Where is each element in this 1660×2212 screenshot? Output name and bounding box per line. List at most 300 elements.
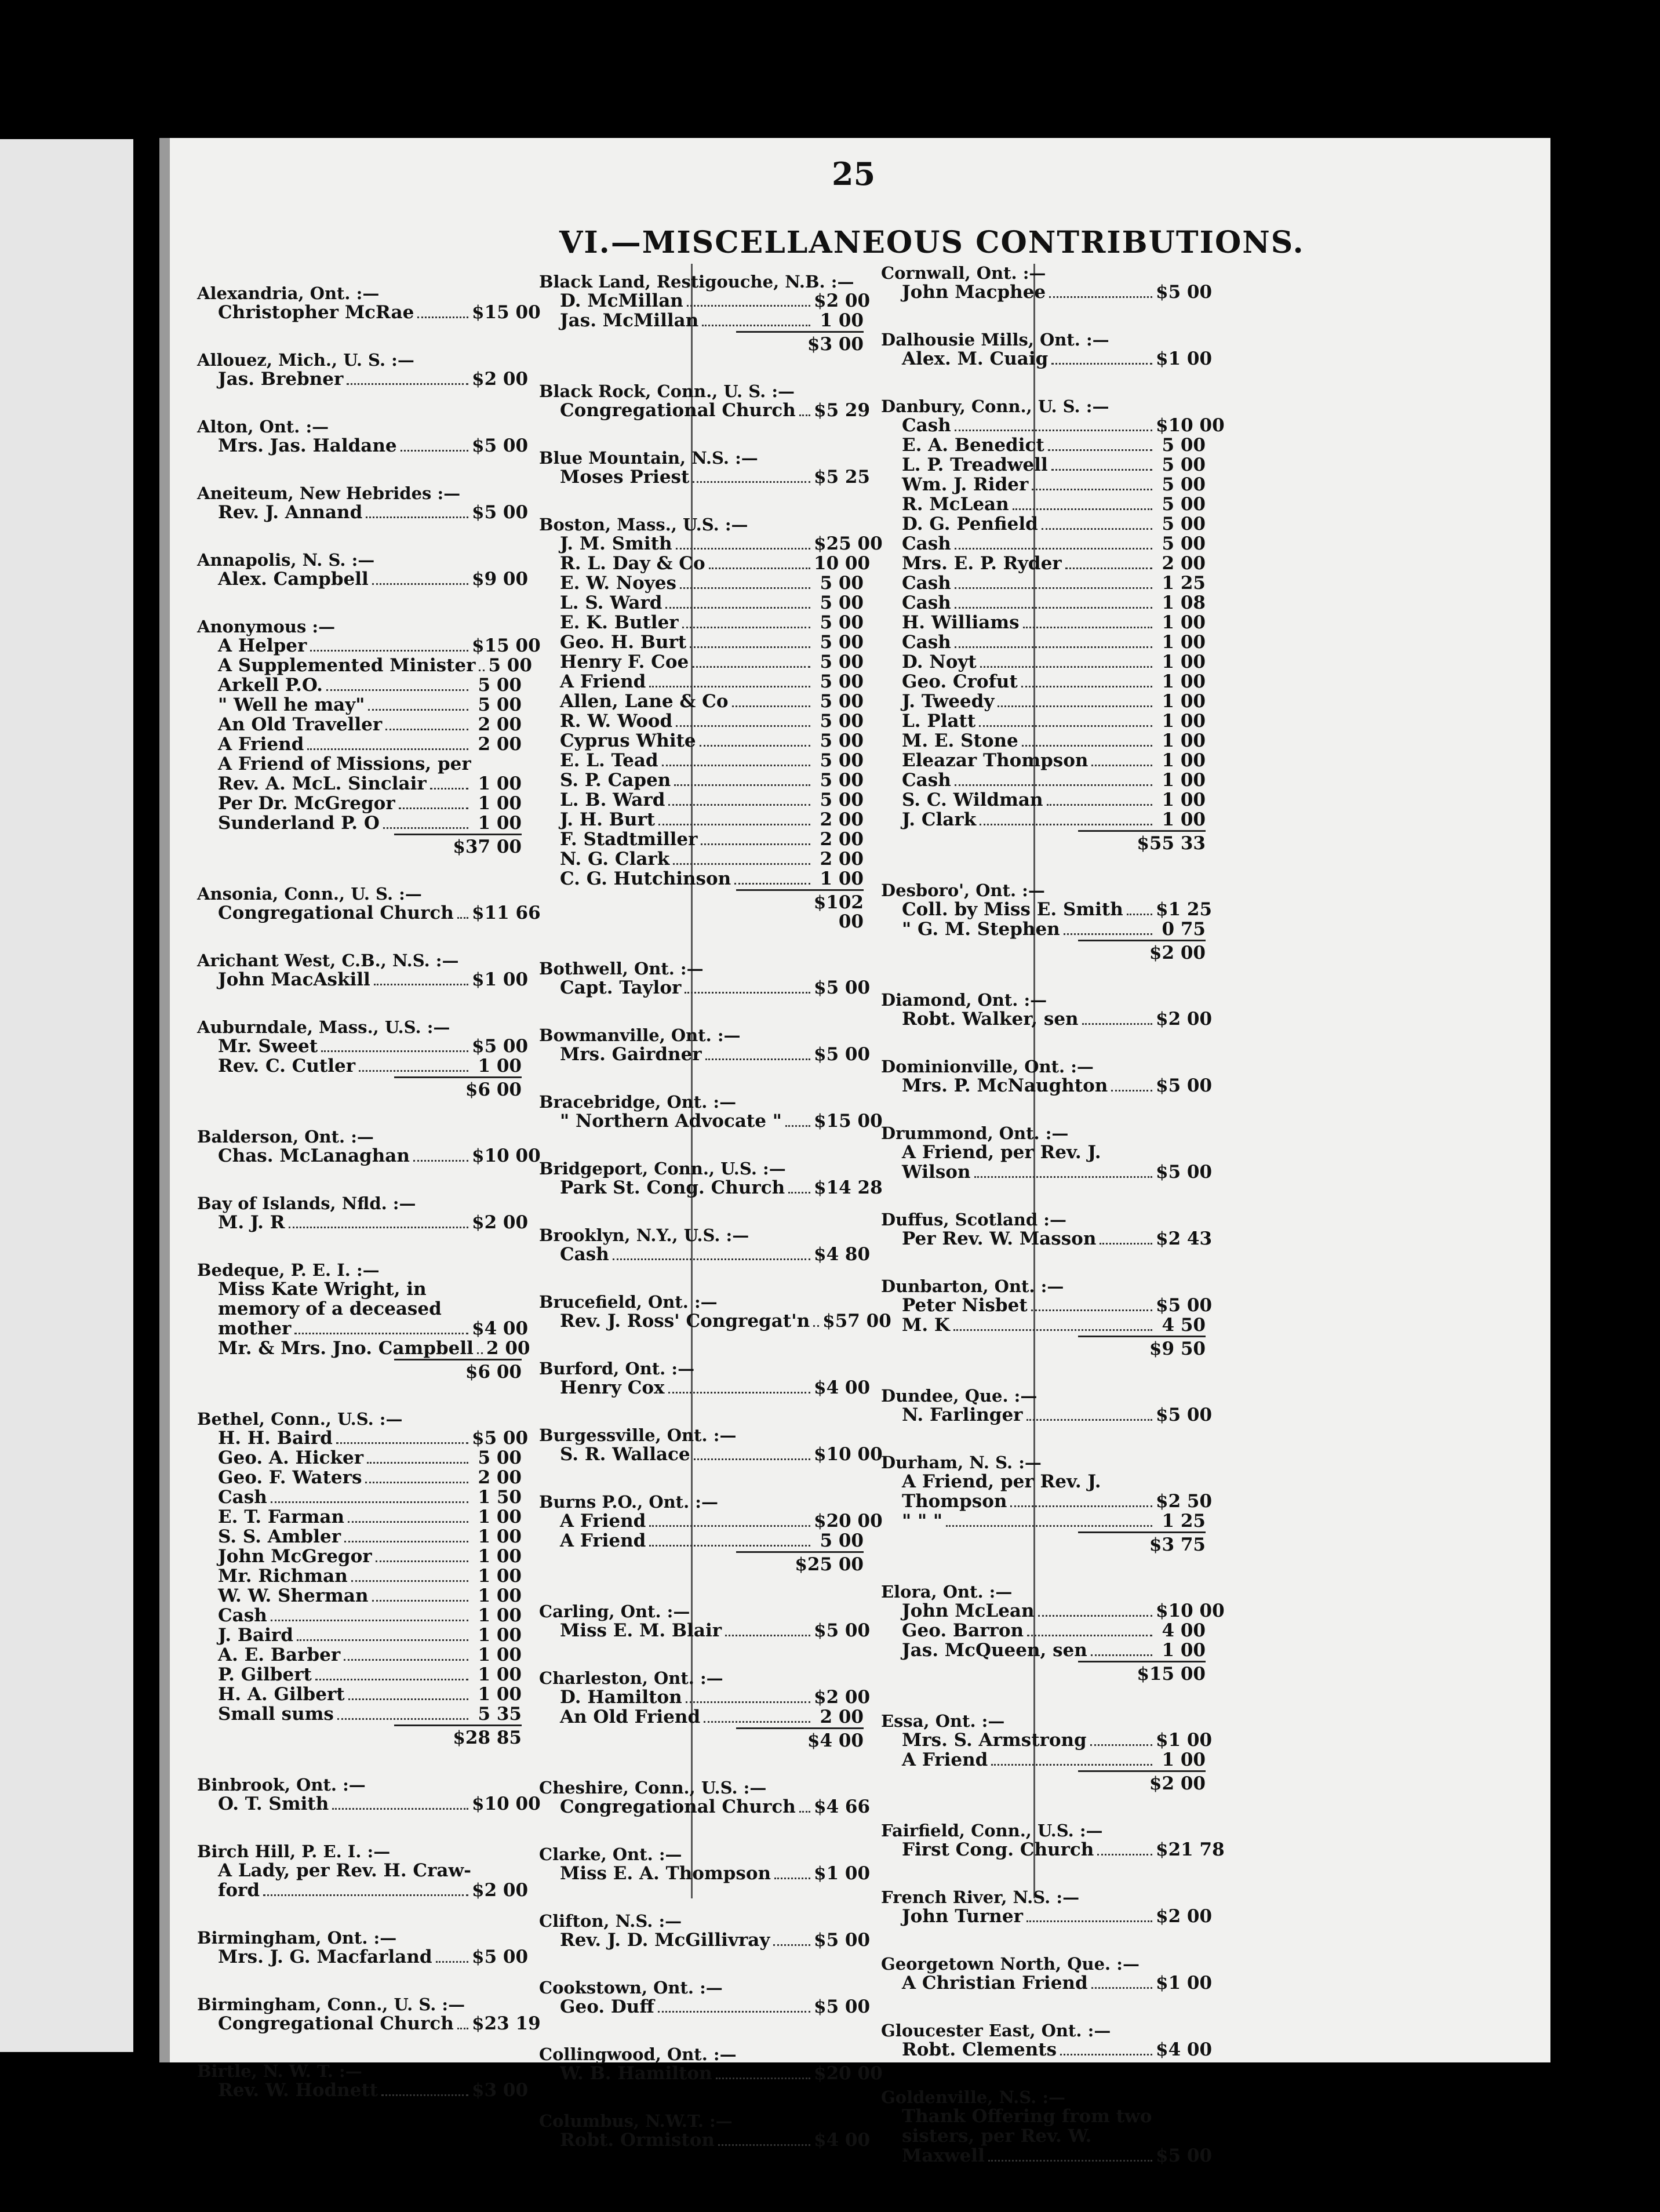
- contributor-name: R. McLean: [902, 494, 1009, 515]
- contributor-name: A Friend, per Rev. J.: [902, 1142, 1101, 1163]
- total-amount: $102 00: [813, 892, 864, 932]
- contributor-name: J. Baird: [218, 1625, 293, 1646]
- contribution-amount: 4 00: [1162, 1620, 1206, 1641]
- contributor-name: Wilson: [902, 1162, 971, 1183]
- contribution-amount: 2 00: [820, 849, 864, 869]
- contribution-amount: $1 00: [1156, 1730, 1213, 1751]
- contributor-name: M. J. R: [218, 1212, 285, 1233]
- leader-dots: [381, 2094, 468, 2096]
- contribution-amount: $2 00: [1156, 1906, 1213, 1927]
- entry-place: Cookstown, Ont. :—: [539, 1978, 723, 1998]
- contribution-entry: [881, 1954, 1213, 1993]
- leader-dots: [1100, 1243, 1152, 1245]
- entry-place: Durham, N. S. :—: [881, 1453, 1042, 1472]
- contribution-entry: [881, 263, 1213, 303]
- entry-total: [1078, 830, 1206, 853]
- contribution-amount: 5 00: [820, 691, 864, 712]
- contribution-amount: $10 00: [1156, 1600, 1225, 1621]
- contributor-name: Rev. J. Annand: [218, 502, 363, 523]
- contribution-entry: [539, 1159, 883, 1198]
- contributor-name: R. L. Day & Co: [560, 553, 705, 574]
- column-1: [197, 283, 541, 2129]
- contribution-amount: 5 00: [820, 592, 864, 613]
- leader-dots: [326, 689, 468, 691]
- contributor-name: W. W. Sherman: [218, 1585, 369, 1606]
- leader-dots: [690, 646, 810, 648]
- leader-dots: [1097, 1854, 1152, 1856]
- contribution-line: [881, 633, 1206, 653]
- contribution-line: [197, 1685, 522, 1705]
- contribution-line: [881, 2039, 1213, 2060]
- contribution-entry: [881, 1887, 1213, 1927]
- entry-place: Black Land, Restigouche, N.B. :—: [539, 272, 854, 292]
- total-amount: $2 00: [1149, 943, 1206, 963]
- contribution-amount: 1 00: [478, 1546, 522, 1567]
- entry-place: Gloucester East, Ont. :—: [881, 2021, 1111, 2040]
- contribution-entry: [539, 1978, 871, 2017]
- contribution-entry: [881, 1453, 1213, 1555]
- contribution-line: [881, 692, 1206, 712]
- leader-dots: [457, 917, 468, 919]
- contribution-amount: 5 00: [820, 612, 864, 633]
- entry-place: Birtle, N. W. T. :—: [197, 2061, 362, 2081]
- leader-dots: [991, 1764, 1152, 1766]
- contribution-amount: $5 00: [1156, 282, 1213, 303]
- contributor-name: M. E. Stone: [902, 730, 1018, 751]
- contribution-amount: $5 00: [472, 1947, 529, 1967]
- entry-place: Birmingham, Ont. :—: [197, 1928, 397, 1948]
- contributor-name: An Old Friend: [560, 1707, 701, 1727]
- contribution-line: [881, 1491, 1213, 1512]
- contributor-name: Cash: [902, 533, 951, 554]
- contributor-name: Chas. McLanaghan: [218, 1145, 410, 1166]
- contributor-name: Geo. F. Waters: [218, 1467, 362, 1488]
- leader-dots: [658, 824, 810, 825]
- contributor-name: Mrs. Gairdner: [560, 1044, 702, 1065]
- contribution-line: [881, 712, 1206, 732]
- leader-dots: [1032, 489, 1152, 490]
- contribution-entry: [197, 951, 529, 990]
- contribution-line: [539, 311, 864, 331]
- entry-place: Brooklyn, N.Y., U.S. :—: [539, 1225, 749, 1245]
- contributor-name: sisters, per Rev. W.: [902, 2126, 1092, 2146]
- contribution-amount: $5 00: [814, 1620, 871, 1641]
- contribution-amount: 4 50: [1162, 1315, 1206, 1336]
- contribution-line: [881, 495, 1206, 515]
- contribution-entry: [881, 1821, 1225, 1860]
- contributor-name: Miss E. A. Thompson: [560, 1863, 771, 1884]
- leader-dots: [1111, 1090, 1152, 1092]
- contribution-entry: [881, 2021, 1213, 2060]
- contribution-line: [881, 1751, 1206, 1770]
- leader-dots: [658, 2011, 810, 2013]
- contribution-amount: $4 80: [814, 1244, 871, 1265]
- contribution-line: [881, 436, 1206, 456]
- leader-dots: [799, 414, 810, 416]
- contribution-amount: $2 00: [472, 369, 529, 390]
- contribution-line: [881, 1143, 1206, 1163]
- leader-dots: [1042, 528, 1152, 530]
- contributor-name: Thank Offering from two: [902, 2106, 1152, 2127]
- entry-place: Dalhousie Mills, Ont. :—: [881, 330, 1109, 350]
- leader-dots: [399, 807, 468, 809]
- contributor-name: First Cong. Church: [902, 1839, 1094, 1860]
- contribution-entry: [197, 2061, 529, 2101]
- contributor-name: A Supplemented Minister: [218, 655, 476, 676]
- leader-dots: [709, 567, 810, 569]
- entry-place: Bay of Islands, Nfld. :—: [197, 1194, 416, 1213]
- contribution-amount: 10 00: [814, 553, 871, 574]
- contributor-name: A Helper: [218, 635, 307, 656]
- contribution-entry: [197, 1260, 530, 1382]
- contribution-line: [539, 1531, 864, 1551]
- contribution-amount: $23 19: [472, 2013, 541, 2034]
- contribution-amount: 1 00: [478, 1645, 522, 1665]
- contribution-line: [881, 920, 1206, 940]
- leader-dots: [376, 1560, 468, 1562]
- contribution-line: [881, 810, 1206, 830]
- contribution-amount: 2 00: [820, 1707, 864, 1727]
- contributor-name: Capt. Taylor: [560, 977, 682, 998]
- contribution-line: [881, 2107, 1206, 2127]
- leader-dots: [716, 2078, 810, 2079]
- leader-dots: [307, 748, 468, 750]
- contribution-amount: $2 43: [1156, 1228, 1213, 1249]
- contribution-line: [197, 369, 529, 390]
- contribution-amount: $15 00: [472, 302, 541, 323]
- contribution-line: [539, 553, 871, 574]
- leader-dots: [1027, 1635, 1152, 1636]
- leader-dots: [946, 1525, 1152, 1527]
- contribution-line: [881, 1906, 1213, 1927]
- contribution-amount: $11 66: [472, 903, 541, 923]
- contribution-line: [881, 771, 1206, 791]
- contributor-name: John Turner: [902, 1906, 1023, 1927]
- leader-dots: [430, 788, 468, 790]
- contribution-amount: 1 08: [1162, 592, 1206, 613]
- contribution-line: [197, 1527, 522, 1547]
- contributor-name: S. C. Wildman: [902, 790, 1043, 810]
- leader-dots: [665, 607, 810, 609]
- contributor-name: P. Gilbert: [218, 1664, 312, 1685]
- contribution-line: [539, 2063, 883, 2084]
- contribution-line: [539, 1620, 871, 1641]
- entry-place: Columbus, N.W.T. :—: [539, 2111, 733, 2131]
- contribution-entry: [197, 483, 529, 523]
- contribution-line: [539, 467, 871, 487]
- contribution-line: [881, 1512, 1206, 1531]
- leader-dots: [682, 627, 810, 628]
- contribution-line: [539, 1044, 871, 1065]
- entry-total: [736, 331, 864, 354]
- contribution-line: [197, 1488, 522, 1508]
- contribution-amount: $3 00: [472, 2080, 529, 2101]
- contribution-line: [881, 1472, 1206, 1492]
- contributor-name: L. B. Ward: [560, 790, 665, 810]
- contribution-amount: $10 00: [472, 1793, 541, 1814]
- contribution-amount: 5 00: [1162, 454, 1206, 475]
- contribution-line: [197, 569, 529, 590]
- adjacent-page-fragment: [0, 139, 133, 2052]
- contribution-amount: 1 25: [1162, 1511, 1206, 1531]
- contribution-amount: $25 00: [814, 533, 883, 554]
- contributor-name: H. Williams: [902, 612, 1020, 633]
- leader-dots: [613, 1258, 810, 1260]
- contribution-amount: $5 00: [814, 1996, 871, 2017]
- leader-dots: [955, 646, 1152, 648]
- leader-dots: [704, 1721, 810, 1723]
- contribution-line: [881, 594, 1206, 613]
- contribution-line: [197, 1449, 522, 1468]
- contribution-amount: 1 00: [478, 1605, 522, 1626]
- contributor-name: L. S. Ward: [560, 592, 662, 613]
- contributor-name: Christopher McRae: [218, 302, 414, 323]
- total-amount: $37 00: [453, 836, 522, 857]
- contribution-amount: 2 00: [820, 809, 864, 830]
- contributor-name: An Old Traveller: [218, 714, 383, 735]
- contribution-amount: 2 00: [820, 829, 864, 850]
- contribution-entry: [539, 2044, 883, 2084]
- contributor-name: Robt. Ormiston: [560, 2130, 715, 2151]
- leader-dots: [980, 824, 1152, 825]
- contribution-amount: $20 00: [814, 2063, 883, 2084]
- contribution-line: [539, 1511, 883, 1531]
- leader-dots: [1047, 804, 1152, 806]
- contributor-name: Cash: [902, 632, 951, 653]
- contribution-line: [197, 2013, 541, 2034]
- contributor-name: A Lady, per Rev. H. Craw-: [218, 1860, 472, 1881]
- leader-dots: [1048, 449, 1152, 451]
- contributor-name: Arkell P.O.: [218, 675, 323, 696]
- leader-dots: [348, 1521, 468, 1523]
- total-amount: $55 33: [1137, 833, 1206, 854]
- contribution-entry: [881, 881, 1213, 963]
- leader-dots: [271, 1620, 468, 1621]
- contribution-line: [539, 533, 883, 554]
- contribution-entry: [539, 1911, 871, 1951]
- contributor-name: Cash: [902, 415, 951, 436]
- contribution-line: [539, 791, 864, 810]
- leader-dots: [732, 705, 810, 707]
- entry-place: Collingwood, Ont. :—: [539, 2044, 737, 2064]
- contributor-name: Moses Priest: [560, 467, 690, 487]
- contribution-amount: $5 00: [814, 1044, 871, 1065]
- contribution-amount: 1 00: [478, 1664, 522, 1685]
- contributor-name: Cash: [218, 1605, 267, 1626]
- contribution-line: [197, 1646, 522, 1665]
- contributor-name: L. Platt: [902, 711, 976, 732]
- contributor-name: Eleazar Thompson: [902, 750, 1089, 771]
- total-amount: $4 00: [807, 1730, 864, 1751]
- entry-total: [1078, 940, 1206, 963]
- contribution-entry: [197, 617, 541, 857]
- leader-dots: [1051, 363, 1152, 365]
- contributor-name: A Friend of Missions, per: [218, 754, 471, 774]
- entry-place: Desboro', Ont. :—: [881, 881, 1045, 900]
- column-3: [881, 263, 1225, 2194]
- contribution-amount: 1 00: [1162, 711, 1206, 732]
- contributor-name: J. Tweedy: [902, 691, 995, 712]
- contribution-amount: $2 00: [472, 1212, 529, 1233]
- entry-place: Bedeque, P. E. I. :—: [197, 1260, 380, 1280]
- contribution-amount: 0 75: [1162, 919, 1206, 940]
- contribution-amount: $10 00: [472, 1145, 541, 1166]
- contributor-name: Per Dr. McGregor: [218, 793, 395, 814]
- contribution-amount: 2 00: [478, 714, 522, 735]
- contribution-line: [197, 1626, 522, 1646]
- leader-dots: [457, 2028, 468, 2029]
- leader-dots: [351, 1580, 468, 1582]
- contribution-line: [881, 1295, 1213, 1316]
- contribution-line: [197, 655, 532, 676]
- leader-dots: [383, 827, 468, 829]
- contributor-name: Henry Cox: [560, 1377, 665, 1398]
- contribution-line: [539, 672, 864, 692]
- entry-place: Burns P.O., Ont. :—: [539, 1492, 718, 1512]
- leader-dots: [676, 548, 810, 550]
- leader-dots: [974, 1176, 1153, 1178]
- contribution-amount: 5 00: [1162, 474, 1206, 495]
- contribution-line: [881, 1405, 1213, 1425]
- entry-place: French River, N.S. :—: [881, 1887, 1080, 1907]
- contribution-entry: [881, 2087, 1213, 2166]
- total-amount: $6 00: [465, 1362, 522, 1382]
- contribution-line: [881, 554, 1206, 574]
- contributor-name: D. McMillan: [560, 290, 683, 311]
- entry-place: Bethel, Conn., U.S. :—: [197, 1409, 403, 1429]
- contribution-entry: [197, 1194, 529, 1233]
- contribution-line: [881, 899, 1213, 920]
- contribution-amount: 5 00: [820, 652, 864, 672]
- contributor-name: Cyprus White: [560, 730, 696, 751]
- contribution-amount: 2 00: [478, 1467, 522, 1488]
- contribution-amount: $4 66: [814, 1796, 871, 1817]
- contribution-amount: $4 00: [814, 1377, 871, 1398]
- contribution-line: [881, 1075, 1213, 1096]
- contribution-line: [197, 1861, 522, 1881]
- entry-place: Anonymous :—: [197, 617, 336, 636]
- contributor-name: Miss Kate Wright, in: [218, 1279, 427, 1300]
- contribution-entry: [539, 272, 871, 355]
- entry-place: Elora, Ont. :—: [881, 1582, 1013, 1602]
- leader-dots: [702, 325, 810, 326]
- entry-total: [1078, 1770, 1206, 1793]
- contribution-amount: 1 25: [1162, 573, 1206, 594]
- contributor-name: W. B. Hamilton: [560, 2063, 712, 2084]
- contribution-amount: $5 29: [814, 400, 871, 421]
- contributor-name: R. W. Wood: [560, 711, 673, 732]
- contributor-name: Cash: [218, 1487, 267, 1508]
- leader-dots: [368, 709, 468, 711]
- contribution-line: [539, 594, 864, 613]
- contribution-entry: [881, 396, 1225, 854]
- contribution-amount: 5 00: [820, 1530, 864, 1551]
- contribution-line: [539, 869, 864, 889]
- leader-dots: [1090, 1744, 1152, 1746]
- contribution-amount: 1 00: [478, 773, 522, 794]
- contribution-entry: [197, 283, 541, 323]
- entry-place: Annapolis, N. S. :—: [197, 550, 375, 570]
- leader-dots: [980, 666, 1152, 668]
- contribution-amount: $1 25: [1156, 899, 1213, 920]
- contributor-name: Allen, Lane & Co: [560, 691, 729, 712]
- contribution-line: [197, 1300, 522, 1319]
- contribution-line: [197, 676, 522, 696]
- leader-dots: [979, 725, 1152, 727]
- leader-dots: [344, 1659, 468, 1661]
- contribution-amount: 5 00: [478, 675, 522, 696]
- entry-place: Alton, Ont. :—: [197, 417, 329, 436]
- entry-place: Clifton, N.S. :—: [539, 1911, 682, 1931]
- leader-dots: [649, 1545, 810, 1547]
- entry-place: Auburndale, Mass., U.S. :—: [197, 1017, 450, 1037]
- contribution-entry: [881, 1711, 1213, 1794]
- contribution-amount: $5 00: [472, 502, 529, 523]
- contribution-entry: [539, 1668, 871, 1751]
- contributor-name: Geo. A. Hicker: [218, 1447, 364, 1468]
- leader-dots: [1127, 914, 1152, 915]
- entry-place: Burford, Ont. :—: [539, 1359, 695, 1378]
- contributor-name: Wm. J. Rider: [902, 474, 1029, 495]
- contribution-line: [197, 903, 541, 923]
- contribution-amount: $4 00: [814, 2130, 871, 2151]
- entry-place: Birmingham, Conn., U. S. :—: [197, 1995, 465, 2014]
- contributor-name: D. Noyt: [902, 652, 977, 672]
- contribution-line: [539, 613, 864, 633]
- contribution-entry: [539, 1292, 891, 1331]
- leader-dots: [649, 686, 810, 687]
- contribution-amount: 1 00: [1162, 770, 1206, 791]
- entry-place: Dunbarton, Ont. :—: [881, 1276, 1064, 1296]
- contributor-name: Thompson: [902, 1491, 1007, 1512]
- leader-dots: [1010, 1505, 1152, 1507]
- contribution-amount: $2 50: [1156, 1491, 1213, 1512]
- entry-place: Bracebridge, Ont. :—: [539, 1092, 737, 1112]
- leader-dots: [773, 1944, 810, 1946]
- leader-dots: [1023, 627, 1152, 628]
- contribution-line: [539, 771, 864, 791]
- entry-place: Essa, Ont. :—: [881, 1711, 1005, 1731]
- contribution-line: [539, 1996, 871, 2017]
- contribution-amount: 1 00: [478, 1585, 522, 1606]
- contributor-name: D. G. Penfield: [902, 514, 1038, 534]
- contribution-entry: [539, 1092, 883, 1132]
- contribution-entry: [539, 1359, 871, 1398]
- contribution-entry: [539, 1425, 883, 1465]
- contribution-amount: 5 00: [1162, 533, 1206, 554]
- leader-dots: [1065, 567, 1152, 569]
- leader-dots: [774, 1878, 810, 1879]
- contribution-amount: $14 28: [814, 1177, 883, 1198]
- contribution-line: [197, 1880, 529, 1901]
- leader-dots: [436, 1961, 468, 1963]
- contribution-line: [197, 1508, 522, 1527]
- leader-dots: [1026, 1920, 1152, 1922]
- entry-place: Bothwell, Ont. :—: [539, 959, 704, 978]
- contribution-line: [881, 2127, 1206, 2146]
- entry-place: Allouez, Mich., U. S. :—: [197, 350, 414, 370]
- contribution-amount: $2 00: [472, 1880, 529, 1901]
- contributor-name: A Friend: [560, 1511, 646, 1531]
- contributor-name: E. K. Butler: [560, 612, 679, 633]
- leader-dots: [344, 1541, 468, 1542]
- contribution-line: [881, 1973, 1213, 1993]
- contributor-name: Rev. J. D. McGillivray: [560, 1930, 770, 1951]
- contributor-name: Alex. M. Cuaig: [902, 348, 1049, 369]
- entry-place: Blue Mountain, N.S. :—: [539, 448, 758, 468]
- contribution-amount: 5 00: [820, 770, 864, 791]
- entry-total: [1078, 1336, 1206, 1359]
